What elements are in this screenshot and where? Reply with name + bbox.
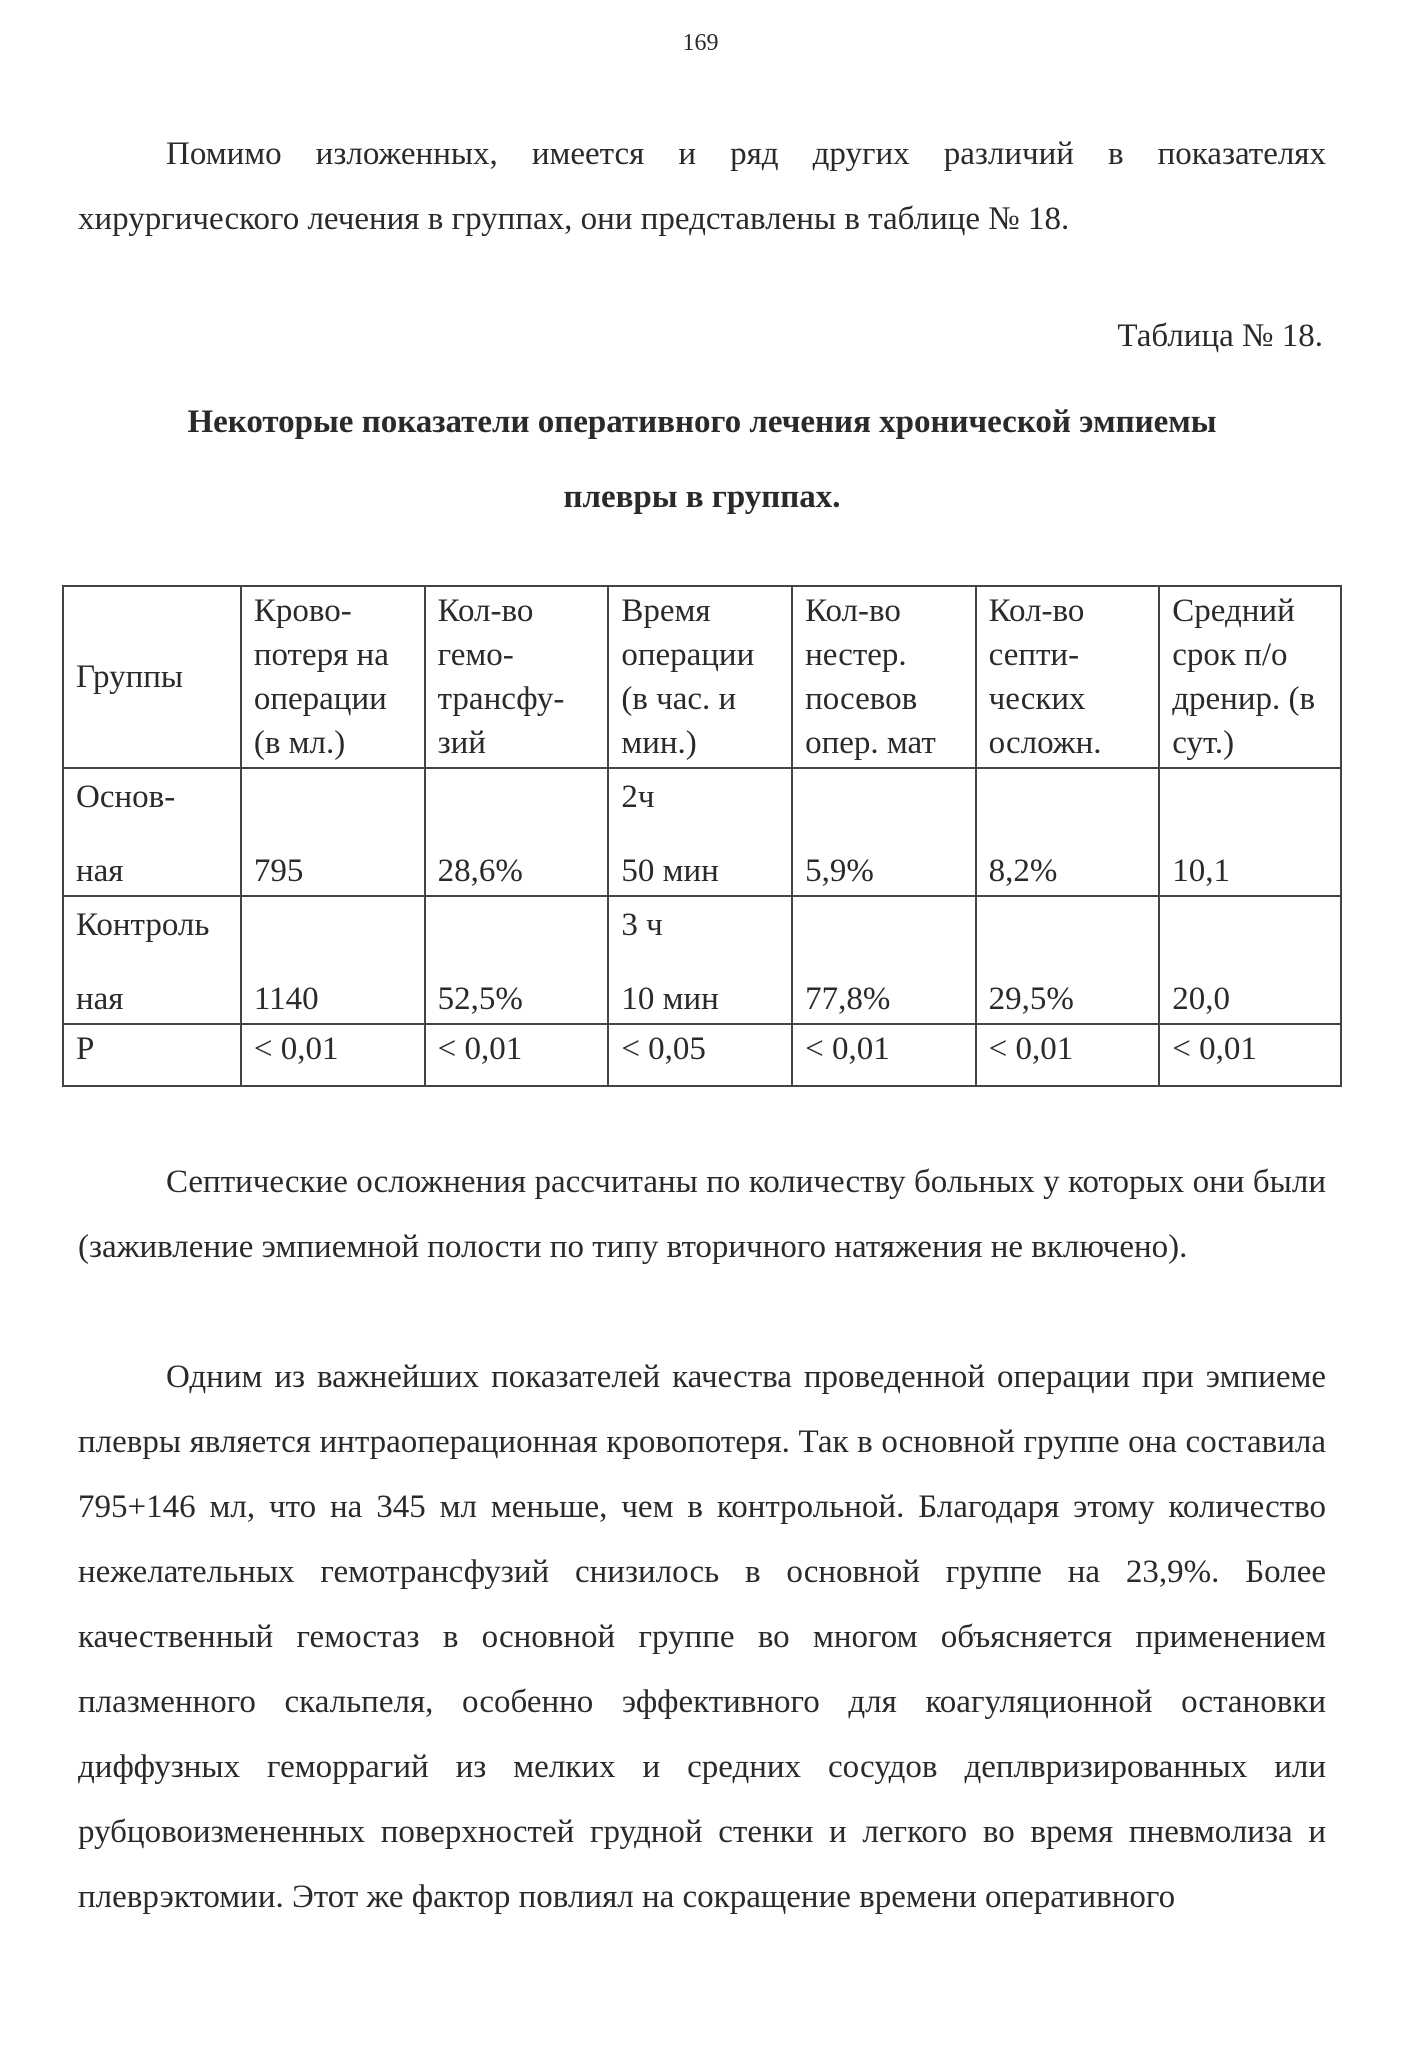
table-row bbox=[63, 768, 1341, 896]
cell-transfusions bbox=[425, 896, 609, 1024]
group-name-bottom: ная bbox=[76, 853, 124, 889]
cell-blood-loss bbox=[241, 768, 425, 896]
cell-group bbox=[63, 896, 241, 1024]
cell-nonsterile bbox=[792, 896, 976, 1024]
p-label: P bbox=[63, 1024, 241, 1086]
blood-loss-text: Одним из важнейших показателей качества проведенной операции при эмпиеме плевры является интраоперационная кровопотеря. Так в основной группе она составила 795+146 мл, что на 345 мл меньше, чем в контрольной. Благодаря этому количество нежелательных гемотрансфузий снизилось в основной группе на 23,9%. Более качественный гемостаз в основной группе во многом объясняется применением плазменного скальпеля, особенно эффективного для коагуляционной остановки диффузных геморрагий из мелких и средних сосудов деплвризированных или рубцовоизмененных поверхностей грудной стенки и легкого во время пневмолиза и плеврэктомии. Этот же фактор повлиял на сокращение времени оперативного bbox=[78, 1359, 1326, 1915]
group-name-bottom: ная bbox=[76, 981, 124, 1017]
septic-note-paragraph bbox=[78, 1150, 1326, 1280]
time-hours: 3 ч bbox=[621, 907, 663, 943]
cell-blood-loss bbox=[241, 896, 425, 1024]
intro-paragraph-text: Помимо изложенных, имеется и ряд других различий в показателях хирургического лечения в группах, они представлены в таблице № 18. bbox=[78, 136, 1326, 237]
header-groups: Группы bbox=[63, 586, 241, 768]
cell-transfusions bbox=[425, 768, 609, 896]
transfusions-value: 52,5% bbox=[437, 981, 523, 1017]
p-value: < 0,01 bbox=[241, 1024, 425, 1086]
septic-note-text: Септические осложнения рассчитаны по количеству больных у которых они были (заживление эмпиемной полости по типу вторичного натяжения не включено). bbox=[78, 1164, 1326, 1265]
header-septic: Кол-во септи-ческих осложн. bbox=[976, 586, 1160, 768]
blood-loss-paragraph bbox=[78, 1345, 1326, 1930]
group-name-top: Основ- bbox=[76, 779, 176, 815]
time-minutes: 10 мин bbox=[621, 981, 719, 1017]
cell-operation-time bbox=[608, 896, 792, 1024]
table-row bbox=[63, 896, 1341, 1024]
results-table bbox=[62, 585, 1342, 1087]
header-operation-time: Время операции (в час. и мин.) bbox=[608, 586, 792, 768]
p-value: < 0,01 bbox=[425, 1024, 609, 1086]
transfusions-value: 28,6% bbox=[437, 853, 523, 889]
septic-value: 8,2% bbox=[988, 853, 1058, 889]
nonsterile-value: 77,8% bbox=[805, 981, 891, 1017]
header-nonsterile: Кол-во нестер. посевов опер. мат bbox=[792, 586, 976, 768]
header-drainage: Средний срок п/о дренир. (в сут.) bbox=[1159, 586, 1341, 768]
p-value: < 0,05 bbox=[608, 1024, 792, 1086]
cell-drainage bbox=[1159, 768, 1341, 896]
table-title-line2: плевры в группах. bbox=[563, 479, 841, 515]
group-name-top: Контроль bbox=[76, 907, 210, 943]
time-hours: 2ч bbox=[621, 779, 655, 815]
header-transfusions: Кол-во гемо-трансфу-зий bbox=[425, 586, 609, 768]
nonsterile-value: 5,9% bbox=[805, 853, 874, 889]
cell-drainage bbox=[1159, 896, 1341, 1024]
cell-nonsterile bbox=[792, 768, 976, 896]
blood-loss-value: 1140 bbox=[253, 981, 319, 1017]
header-blood-loss: Крово-потеря на операции (в мл.) bbox=[241, 586, 425, 768]
table-p-row bbox=[63, 1024, 1341, 1086]
page-number: 169 bbox=[682, 30, 719, 56]
p-value: < 0,01 bbox=[976, 1024, 1160, 1086]
time-minutes: 50 мин bbox=[621, 853, 719, 889]
septic-value: 29,5% bbox=[988, 981, 1074, 1017]
p-value: < 0,01 bbox=[1159, 1024, 1341, 1086]
table-header-row bbox=[63, 586, 1341, 768]
cell-operation-time bbox=[608, 768, 792, 896]
table-title bbox=[78, 385, 1326, 535]
drainage-value: 20,0 bbox=[1172, 981, 1230, 1017]
cell-group bbox=[63, 768, 241, 896]
intro-paragraph bbox=[78, 122, 1326, 252]
blood-loss-value: 795 bbox=[253, 853, 304, 889]
cell-septic bbox=[976, 768, 1160, 896]
cell-septic bbox=[976, 896, 1160, 1024]
p-value: < 0,01 bbox=[792, 1024, 976, 1086]
table-caption: Таблица № 18. bbox=[1117, 318, 1323, 354]
drainage-value: 10,1 bbox=[1172, 853, 1230, 889]
table-title-line1: Некоторые показатели оперативного лечения хронической эмпиемы bbox=[187, 404, 1217, 440]
